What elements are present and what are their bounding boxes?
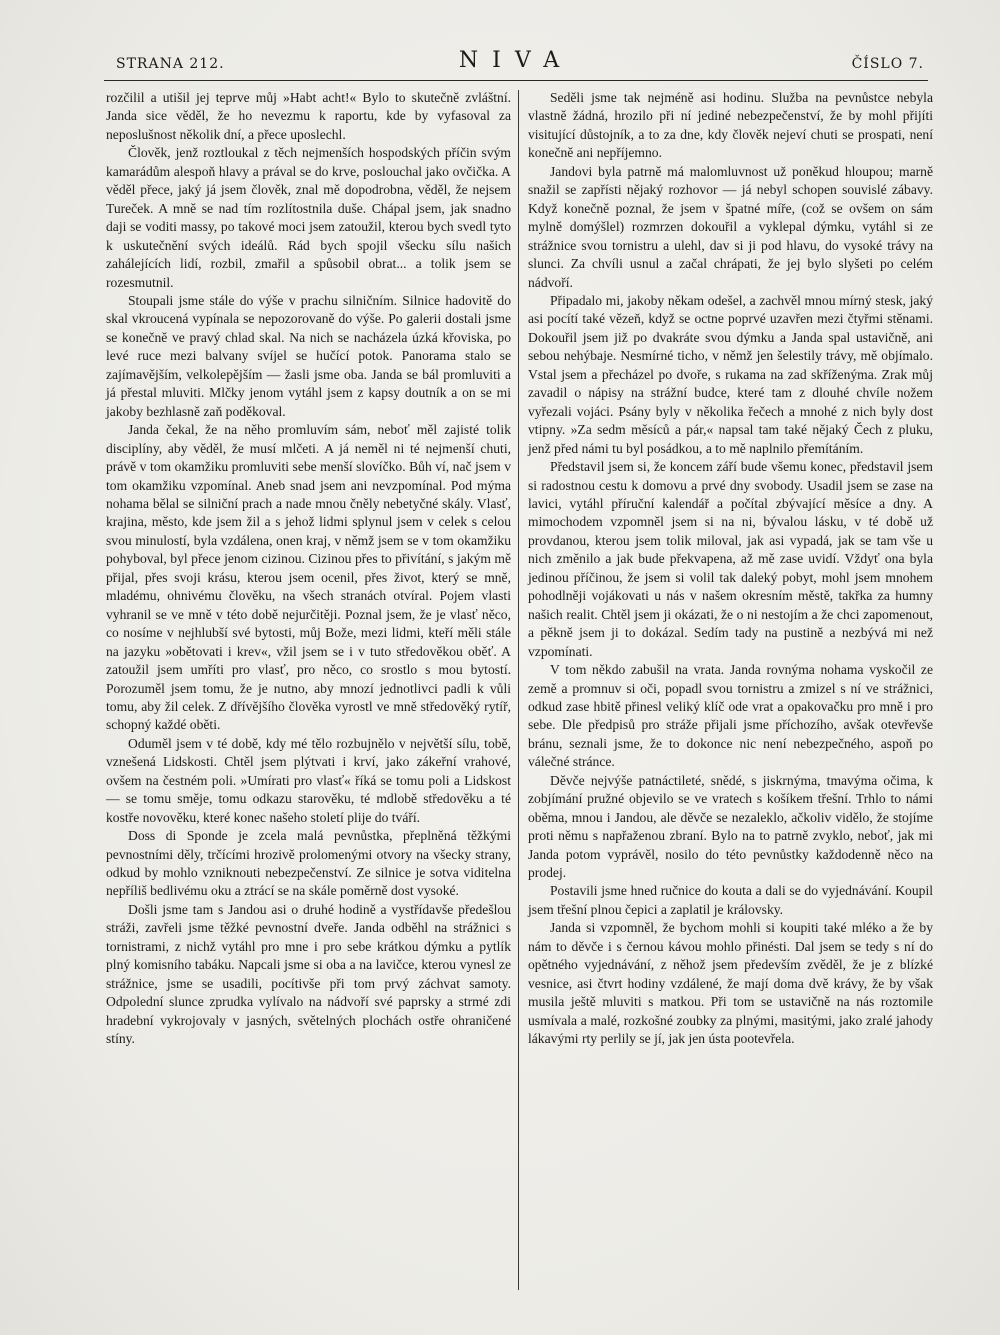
paragraph: Představil jsem si, že koncem září bude všemu konec, představil jsem si radostnou cestu k domovu a prvé dny svobody. Usadil jsem se zase na lavici, vytáhl příruční kalendář a počítal zbývající měsíce a dny. A mimochodem vzpomněl jsem si na ni, bývalou lásku, v té době už provdanou, kterou jsem tolik miloval, jak asi vypadá, jak se tam vše u nich změnilo a jak bude překvapena, až mě zase uvidí. Vždyť ona byla jedinou příčinou, že jsem si volil tak daleký pobyt, mohl jsem mnohem pohodlněji vojákovati u nás v našem okresním městě, takřka za humny našich realit. Chtěl jsem ji okázati, že o ni nestojím a že chci zapomenout, a pěkně jsem ji to dokázal. Sedím tady na pustině a nezbývá mi než vzpomínati. — [528, 459, 933, 659]
paragraph: Seděli jsme tak nejméně asi hodinu. Služba na pevnůstce nebyla vlastně žádná, hrozilo při ní jediné nebezpečenství, že by mohl přijíti visitující důstojník, a to za dne, kdy člověk nejeví chuti se prospati, není konečně ani nepříjemno. — [528, 90, 933, 161]
paragraph: Jandovi byla patrně má malomluvnost už poněkud hloupou; marně snažil se zapřísti nějaký rozhovor — já nebyl schopen souvislé zábavy. Když konečně poznal, že jsem v špatné míře, (což se ovšem on sám mylně domýšlel) rozmrzen dokouřil a vyklepal dýmku, vytáhl si ze strážnice svou tornistru a ulehl, dav si ji pod hlavu, do vysoké trávy na slunci. Za chvíli usnul a začal chrápati, že jej bylo slyšeti po celém nádvoří. — [528, 163, 933, 290]
paragraph: V tom někdo zabušil na vrata. Janda rovnýma nohama vyskočil ze země a promnuv si oči, popadl svou tornistru a zmizel s ní ve strážnici, odkud zase hbitě přinesl veliký klíč ode vrat a opakovačku pro mně i pro sebe. Dle předpisů pro stráže přijali jsme příchozího, avšak otevřevše bránu, seznali jsme, že to dokonce nic není nebezpečného, aspoň po válečné stránce. — [528, 662, 933, 770]
paragraph: Postavili jsme hned ručnice do kouta a dali se do vyjednávání. Koupil jsem třešní plnou čepici a zaplatil je královsky. — [528, 883, 933, 917]
paragraph: Janda si vzpomněl, že bychom mohli si koupiti také mléko a že by nám to děvče i s černou kávou mohlo přinésti. Dal jsem se tedy s ní do opětného vyjednávání, z něhož jsem především zvěděl, že je z blízké vesnice, asi čtvrt hodiny vzdálené, že mají doma dvě krávy, že by však musila ještě mluviti s matkou. Při tom se ustavičně na nás roztomile usmívala a malé, rozkošné zoubky za plnými, masitými, jako zralé jahody lákavými rty perlily se jí, jak jen ústa pootevřela. — [528, 920, 933, 1047]
issue-number: ČÍSLO 7. — [851, 56, 924, 72]
paragraph: Došli jsme tam s Jandou asi o druhé hodině a vystřídavše předešlou stráži, zavřeli jsme těžké pevnostní dveře. Janda odběhl na strážnici s tornistrami, z nichž vytáhl pro mne i pro sebe krátkou dýmku a pytlík plný komisního tabáku. Napcali jsme si oba a na lavičce, kterou vynesl ze strážnice, jsme se usadili, pocítivše při tom prvý záchvat samoty. Odpolední slunce zprudka vylívalo na nádvoří své paprsky a strmé zdi hradební vykrojovaly v jasných, světelných plochách ostře ohraničené stíny. — [106, 901, 511, 1047]
page-header — [104, 48, 928, 78]
paragraph: Doss di Sponde je zcela malá pevnůstka, přeplněná těžkými pevnostními děly, trčícími hrozivě prolomenými otvory na všecky strany, odkud by mohlo vzniknouti nebezpečenství. Ze silnice je sotva viditelna nepříliš bedlivému oku a ztrácí se na skále poměrně dost vysoké. — [106, 828, 511, 899]
paragraph: Oduměl jsem v té době, kdy mé tělo rozbujnělo v největší sílu, tobě, vznešená Lidskosti. Chtěl jsem plýtvati i krví, jako zákeřní vrahové, ovšem na čestném poli. »Umírati pro vlasť« říká se tomu poli a Lidskost — se tomu směje, tomu odkazu starověku, té mdlobě středověku a té kostře novověku, které konec našeho století plije do tváří. — [106, 735, 511, 825]
page-number: STRANA 212. — [116, 56, 225, 72]
right-column — [528, 89, 933, 1049]
paragraph: Připadalo mi, jakoby někam odešel, a zachvěl mnou mírný stesk, jaký asi pocítí také vězeň, když se octne poprvé uzavřen mezi čtyřmi stěnami. Dokouřil jsem již po dvakráte svou dýmku a Janda spal ustavičně, ani sebou nehýbaje. Nesmírné ticho, v němž jen šelestily trávy, mě objímalo. Vstal jsem a přecházel po dvoře, s rukama na zad skříženýma. Zrak můj zavadil o nápisy na strážní budce, které tam z dlouhé chvíle nožem vyřezali vojáci. Psány byly v několika řečech a mnohé z nich byly dost vtipny. »Za sedm měsíců a pár,« napsal tam také nějaký Čech z pluku, jenž před námi tu byl posádkou, a to mě naplnilo přemítáním. — [528, 292, 933, 456]
paragraph: Děvče nejvýše patnáctileté, snědé, s jiskrnýma, tmavýma očima, k zobjímání pružné objevilo se ve vratech s košíkem třešní. Trhlo to námi oběma, mnou i Jandou, ale děvče se nezaleklo, ačkoliv vidělo, že stojíme proti němu s napřaženou zbraní. Bylo na to patrně zvyklo, neboť, jak mi Janda potom vyprávěl, nosilo do této pevnůstky každodenně něco na prodej. — [528, 772, 933, 881]
left-column — [106, 89, 511, 1049]
paragraph: Člověk, jenž roztloukal z těch nejmenších hospodských příčin svým kamarádům alespoň hlavy a prával se do krve, poslouchal jako ovčička. A věděl přece, jaký já jsem člověk, znal mě dopodrobna, věděl, že nejsem Tureček. A mně se nad tím rozlítostnila duše. Chápal jsem, jak snadno daji se voditi massy, po takové moci jsem zatoužil, kterou bych svedl tyto k uskutečnění svých ideálů. Rád bych spojil všecku sílu našich zahálejících lidí, rozbil, zmařil a spůsobil obrat... a tolik jsem se rozesmutnil. — [106, 145, 511, 290]
paragraph: Stoupali jsme stále do výše v prachu silničním. Silnice hadovitě do skal vkroucená vypínala se nepozorovaně do výše. Po galerii dostali jsme se konečně ve pravý chlad skal. Na nich se nacházela úzká křoviska, po levé ruce mezi balvany svíjel se hučící potok. Panorama stalo se zajímavějším, velkolepějším — žasli jsme oba. Janda se bál promluviti a já přestal mluviti. Mlčky jenom vytáhl jsem z kapsy doutník a on se mi jakoby bezhlasně zaň poděkoval. — [106, 292, 511, 419]
column-divider — [518, 90, 519, 1290]
paragraph: rozčilil a utišil jej teprve můj »Habt acht!« Bylo to skutečně zvláštní. Janda sice věděl, že ho nevezmu k raportu, kde by vyfasoval za neposlušnost několik dní, a přece uposlechl. — [106, 90, 511, 142]
header-rule — [104, 80, 928, 81]
paragraph: Janda čekal, že na něho promluvím sám, neboť měl zajisté tolik disciplíny, aby věděl, že musí mlčeti. A já neměl ni té nejmenší chuti, právě v tom okamžiku promluviti sebe menší slovíčko. Bůh ví, nač jsem v tom okamžiku vzpomínal. Aneb snad jsem ani nevzpomínal. Pod mýma nohama bělal se silniční prach a nade mnou čněly nebetyčné skály. Vlasť, krajina, město, kde jsem žil a s jehož lidmi splynul jsem v celek s celou svou minulostí, byla vzdálena, onen kraj, v němž jsem se v tom okamžiku pohyboval, byl přece jenom cizinou. Cizinou přes to přivítání, s jakým mě přijal, přes svoji krásu, kterou jsem ocenil, přes život, který se mně, mladému, ohnivému člověku, na všech stranách otvíral. Pojem vlasti vyhranil se ve mně v této době nejurčitěji. Poznal jsem, že je vlasť něco, co nosíme v nejhlubší své bytosti, můj Bože, mezi lidmi, kteří měli stále na jazyku »obětovati i krev«, vžil jsem se i v tuto středověkou oběť. A zatoužil jsem umříti pro vlasť, pro něco, co srostlo s mou bytostí. Porozuměl jsem tomu, že je nutno, aby mnozí jednotlivci padli k vůli tomu, aby žil celek. Z dřívějšího člověka vyrostl ve mně středověký rytíř, schopný každé oběti. — [106, 422, 511, 733]
magazine-title: NIVA — [458, 48, 574, 73]
